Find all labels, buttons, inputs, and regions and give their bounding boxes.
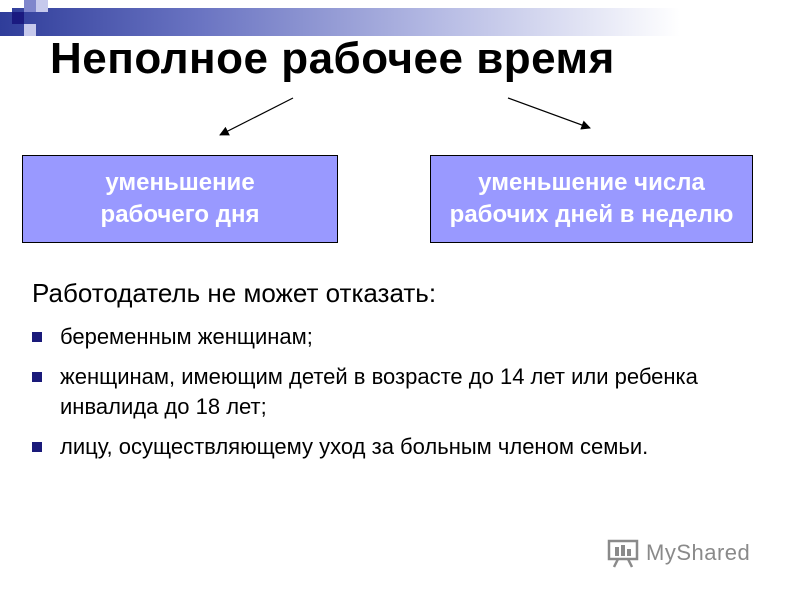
box-right-line2: рабочих дней в неделю	[449, 201, 734, 228]
bullet-square-icon	[32, 332, 42, 342]
watermark-logo	[606, 538, 750, 568]
arrow-right	[508, 98, 590, 128]
box-shorter-workday	[22, 155, 338, 243]
corner-square-white	[0, 0, 12, 12]
bullet-item	[32, 362, 762, 422]
slide-title: Неполное рабочее время	[50, 34, 615, 83]
bullet-item	[32, 432, 762, 462]
bullet-square-icon	[32, 372, 42, 382]
intro-text: Работодатель не может отказать:	[32, 278, 437, 308]
box-right-line1: уменьшение числа	[478, 169, 705, 196]
box-left-line1: уменьшение	[105, 169, 255, 196]
corner-square-navy	[12, 12, 24, 24]
bullet-list	[32, 322, 762, 472]
bullet-square-icon	[32, 442, 42, 452]
bullet-text: женщинам, имеющим детей в возрасте до 14 лет или ребенка инвалида до 18 лет;	[60, 364, 698, 419]
corner-square-pale	[36, 0, 48, 12]
arrow-left	[220, 98, 293, 135]
bullet-text: беременным женщинам;	[60, 324, 313, 349]
presentation-board-icon	[606, 538, 640, 568]
bullet-item	[32, 322, 762, 352]
title-gradient-bar	[0, 8, 800, 36]
box-left-line2: рабочего дня	[100, 201, 260, 228]
corner-square-light	[24, 0, 36, 12]
box-fewer-workdays	[430, 155, 753, 243]
watermark-text: MyShared	[646, 540, 751, 565]
corner-square-pale-2	[24, 24, 36, 36]
bullet-text: лицу, осуществляющему уход за больным членом семьи.	[60, 434, 649, 459]
